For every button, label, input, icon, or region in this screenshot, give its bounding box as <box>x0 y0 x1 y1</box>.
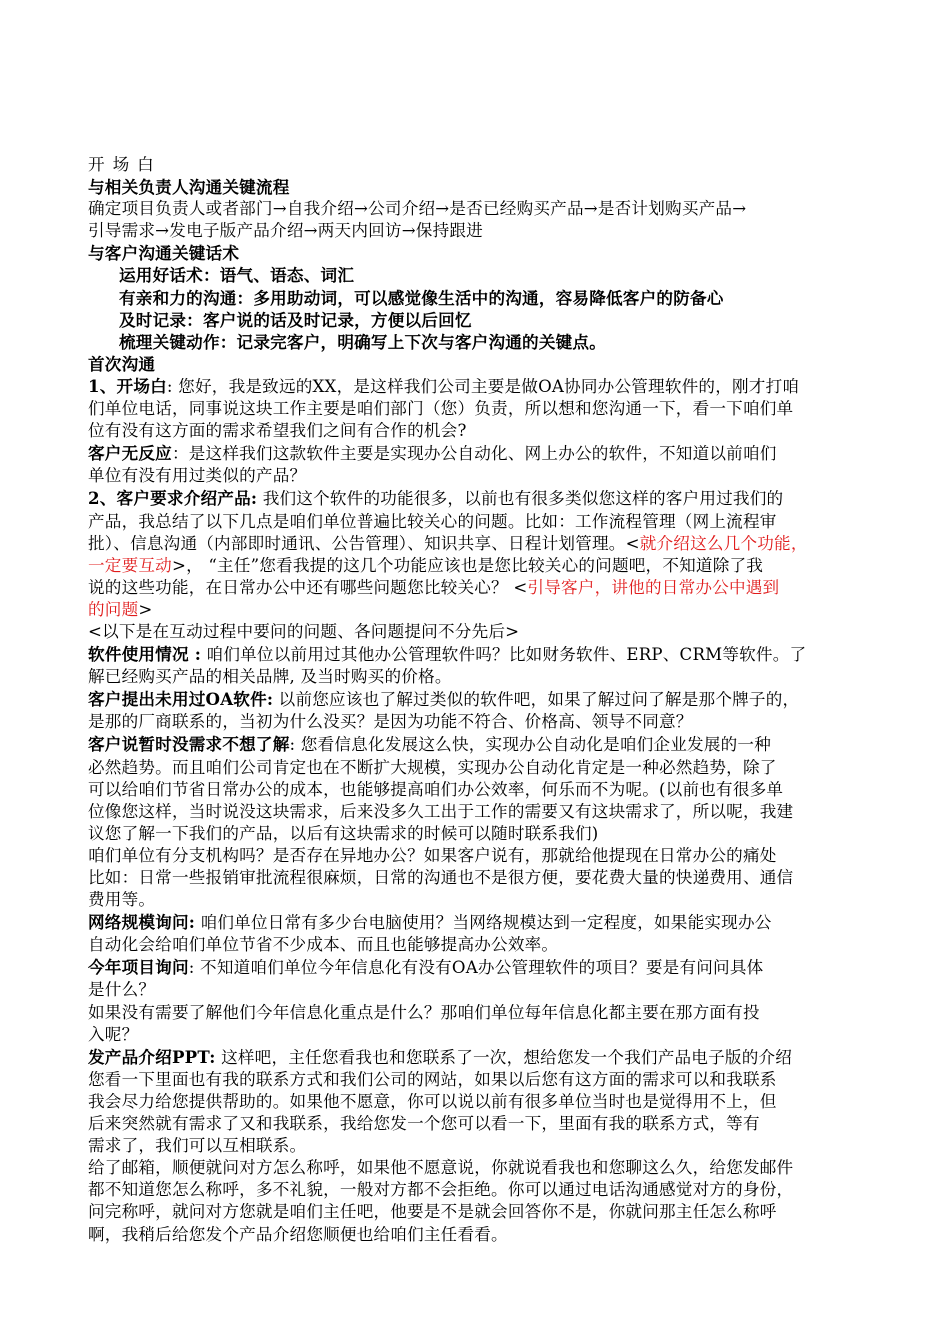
text-span: 说的这些功能，在日常办公中还有哪些问题您比较关心？ < <box>88 577 528 597</box>
text-line: 们单位电话，同事说这块工作主要是咱们部门（您）负责，所以想和您沟通一下，看一下咱们单 <box>88 399 794 419</box>
label-no-response: 客户无反应 <box>88 443 172 464</box>
paragraph-no-oa <box>88 688 866 733</box>
text-span: 这样吧，主任您看我也和您联系了一次，想给您发一个我们产品电子版的介绍 <box>215 1047 793 1067</box>
text-span: ：是这样我们这款软件主要是实现办公自动化、网上办公的软件，不知道以前咱们 <box>171 444 777 464</box>
paragraph-email-followup <box>88 1157 866 1245</box>
label-opening: 1、开场白 <box>88 375 167 396</box>
text-line: 产品，我总结了以下几点是咱们单位普遍比较关心的问题。比如：工作流程管理（网上流程审 <box>88 511 777 531</box>
text-line: 后来突然就有需求了又和我联系，我给您发一个您可以看一下，里面有我的联系方式，等有 <box>88 1114 760 1134</box>
highlight-note: 就介绍这么几个功能， <box>639 533 808 553</box>
text-line: 给了邮箱，顺便就问对方怎么称呼，如果他不愿意说，你就说看我也和您聊这么久，给您发邮件 <box>88 1158 794 1178</box>
text-span: : 您好，我是致远的XX，是这样我们公司主要是做OA协同办公管理软件的，刚才打咱 <box>166 376 800 396</box>
doc-heading: 开场白 <box>88 155 162 174</box>
interaction-note: <以下是在互动过程中要问的问题、各问题提问不分先后> <box>88 621 520 641</box>
text-line: 必然趋势。而且咱们公司肯定也在不断扩大规模，实现办公自动化肯定是一种必然趋势，除了 <box>88 757 777 777</box>
tip-item: 有亲和力的沟通：多用助动词，可以感觉像生活中的沟通，容易降低客户的防备心 <box>119 287 724 308</box>
process-flow-line: 引导需求→发电子版产品介绍→两天内回访→保持跟进 <box>88 221 483 241</box>
section-title-process: 与相关负责人沟通关键流程 <box>88 177 290 198</box>
text-line: 需求了，我们可以互相联系。 <box>88 1136 307 1156</box>
text-line: 如果没有需要了解他们今年信息化重点是什么？那咱们单位每年信息化都主要在那方面有投 <box>88 1002 760 1022</box>
tip-item: 运用好话术：语气、语态、词汇 <box>119 265 355 286</box>
text-span: : 不知道咱们单位今年信息化有没有OA办公管理软件的项目？要是有问问具体 <box>188 958 764 978</box>
label-no-need: 客户说暂时没需求不想了解 <box>88 734 290 755</box>
text-span: 咱们单位日常有多少台电脑使用？当网络规模达到一定程度，如果能实现办公 <box>195 913 772 933</box>
label-send-ppt: 发产品介绍PPT: <box>88 1046 216 1067</box>
tip-item: 及时记录：客户说的话及时记录，方便以后回忆 <box>119 309 472 330</box>
text-span: > <box>138 599 153 619</box>
text-line: 都不知道您怎么称呼，多不礼貌，一般对方都不会拒绝。你可以通过电话沟通感觉对方的身份， <box>88 1180 794 1200</box>
text-span: 我们这个软件的功能很多，以前也有很多类似您这样的客户用过我们的 <box>257 489 784 509</box>
text-line: 单位有没有用过类似的产品？ <box>88 466 307 486</box>
paragraph-software-usage <box>88 643 866 688</box>
text-line: 可以给咱们节省日常办公的成本，也能够提高咱们办公效率，何乐而不为呢。(以前也有很多单 <box>88 779 784 799</box>
label-software-usage: 软件使用情况 : <box>88 644 202 665</box>
highlight-note: 的问题 <box>88 599 139 619</box>
text-line: 解已经购买产品的相关品牌, 及当时购买的价格。 <box>88 667 452 687</box>
text-line: 位有没有这方面的需求希望我们之间有合作的机会? <box>88 421 467 441</box>
text-line: 是什么？ <box>88 980 156 1000</box>
section-title-script: 与客户沟通关键话术 <box>88 243 240 264</box>
text-span: : 您看信息化发展这么快，实现办公自动化是咱们企业发展的一种 <box>289 735 772 755</box>
text-line: 位像您这样，当时说没这块需求，后来没多久工出于工作的需要又有这块需求了，所以呢，我建 <box>88 801 794 821</box>
highlight-note: 引导客户，讲他的日常办公中遇到 <box>527 577 780 597</box>
text-line: 自动化会给咱们单位节省不少成本、而且也能够提高办公效率。 <box>88 935 559 955</box>
text-line: 我会尽力给您提供帮助的。如果他不愿意，你可以说以前有很多单位当时也是觉得用不上，但 <box>88 1091 777 1111</box>
document-page <box>88 154 866 1246</box>
paragraph-product-intro <box>88 487 866 621</box>
label-project-inquiry: 今年项目询问 <box>88 957 189 978</box>
text-span: >， “主任”您看我提的这几个功能应该也是您比较关心的问题吧，不知道除了我 <box>171 555 764 575</box>
highlight-note: 一定要互动 <box>88 555 172 575</box>
paragraph-branches <box>88 845 866 911</box>
label-network-scale: 网络规模询问: <box>88 912 196 933</box>
text-span: 咱们单位以前用过其他办公管理软件吗？比如财务软件、ERP、CRM等软件。了 <box>201 645 807 665</box>
text-line: 您看一下里面也有我的联系方式和我们公司的网站，如果以后您有这方面的需求可以和我联系 <box>88 1069 777 1089</box>
paragraph-network-scale <box>88 911 866 956</box>
paragraph-send-ppt <box>88 1046 866 1157</box>
paragraph-opening <box>88 375 866 442</box>
text-line: 议您了解一下我们的产品，以后有这块需求的时候可以随时联系我们) <box>88 823 599 843</box>
label-product-intro: 2、客户要求介绍产品: <box>88 488 258 509</box>
paragraph-it-focus <box>88 1002 866 1046</box>
label-no-oa: 客户提出未用过OA软件: <box>88 689 274 710</box>
paragraph-no-need <box>88 733 866 844</box>
text-line: 费用等。 <box>88 890 156 910</box>
text-span: 以前您应该也了解过类似的软件吧，如果了解过问了解是那个牌子的， <box>273 690 800 710</box>
paragraph-project-inquiry <box>88 956 866 1001</box>
text-line: 比如：日常一些报销审批流程很麻烦，日常的沟通也不是很方便，要花费大量的快递费用、通信 <box>88 868 794 887</box>
process-flow-line: 确定项目负责人或者部门→自我介绍→公司介绍→是否已经购买产品→是否计划购买产品→ <box>88 199 747 219</box>
text-line: 入呢？ <box>88 1024 139 1044</box>
text-span: 批）、信息沟通（内部即时通讯、公告管理）、知识共享、日程计划管理。< <box>88 533 640 553</box>
text-line: 啊，我稍后给您发个产品介绍您顺便也给咱们主任看看。 <box>88 1224 508 1244</box>
section-title-first-contact: 首次沟通 <box>88 353 156 374</box>
tip-item: 梳理关键动作：记录完客户，明确写上下次与客户沟通的关键点。 <box>119 331 607 352</box>
paragraph-no-response <box>88 442 866 487</box>
text-line: 问完称呼，就问对方您就是咱们主任吧，他要是不是就会回答你不是，你就问那主任怎么称呼 <box>88 1202 777 1222</box>
text-line: 咱们单位有分支机构吗？是否存在异地办公？如果客户说有，那就给他提现在日常办公的痛处 <box>88 845 777 865</box>
text-line: 是那的厂商联系的，当初为什么没买？是因为功能不符合、价格高、领导不同意？ <box>88 712 693 732</box>
